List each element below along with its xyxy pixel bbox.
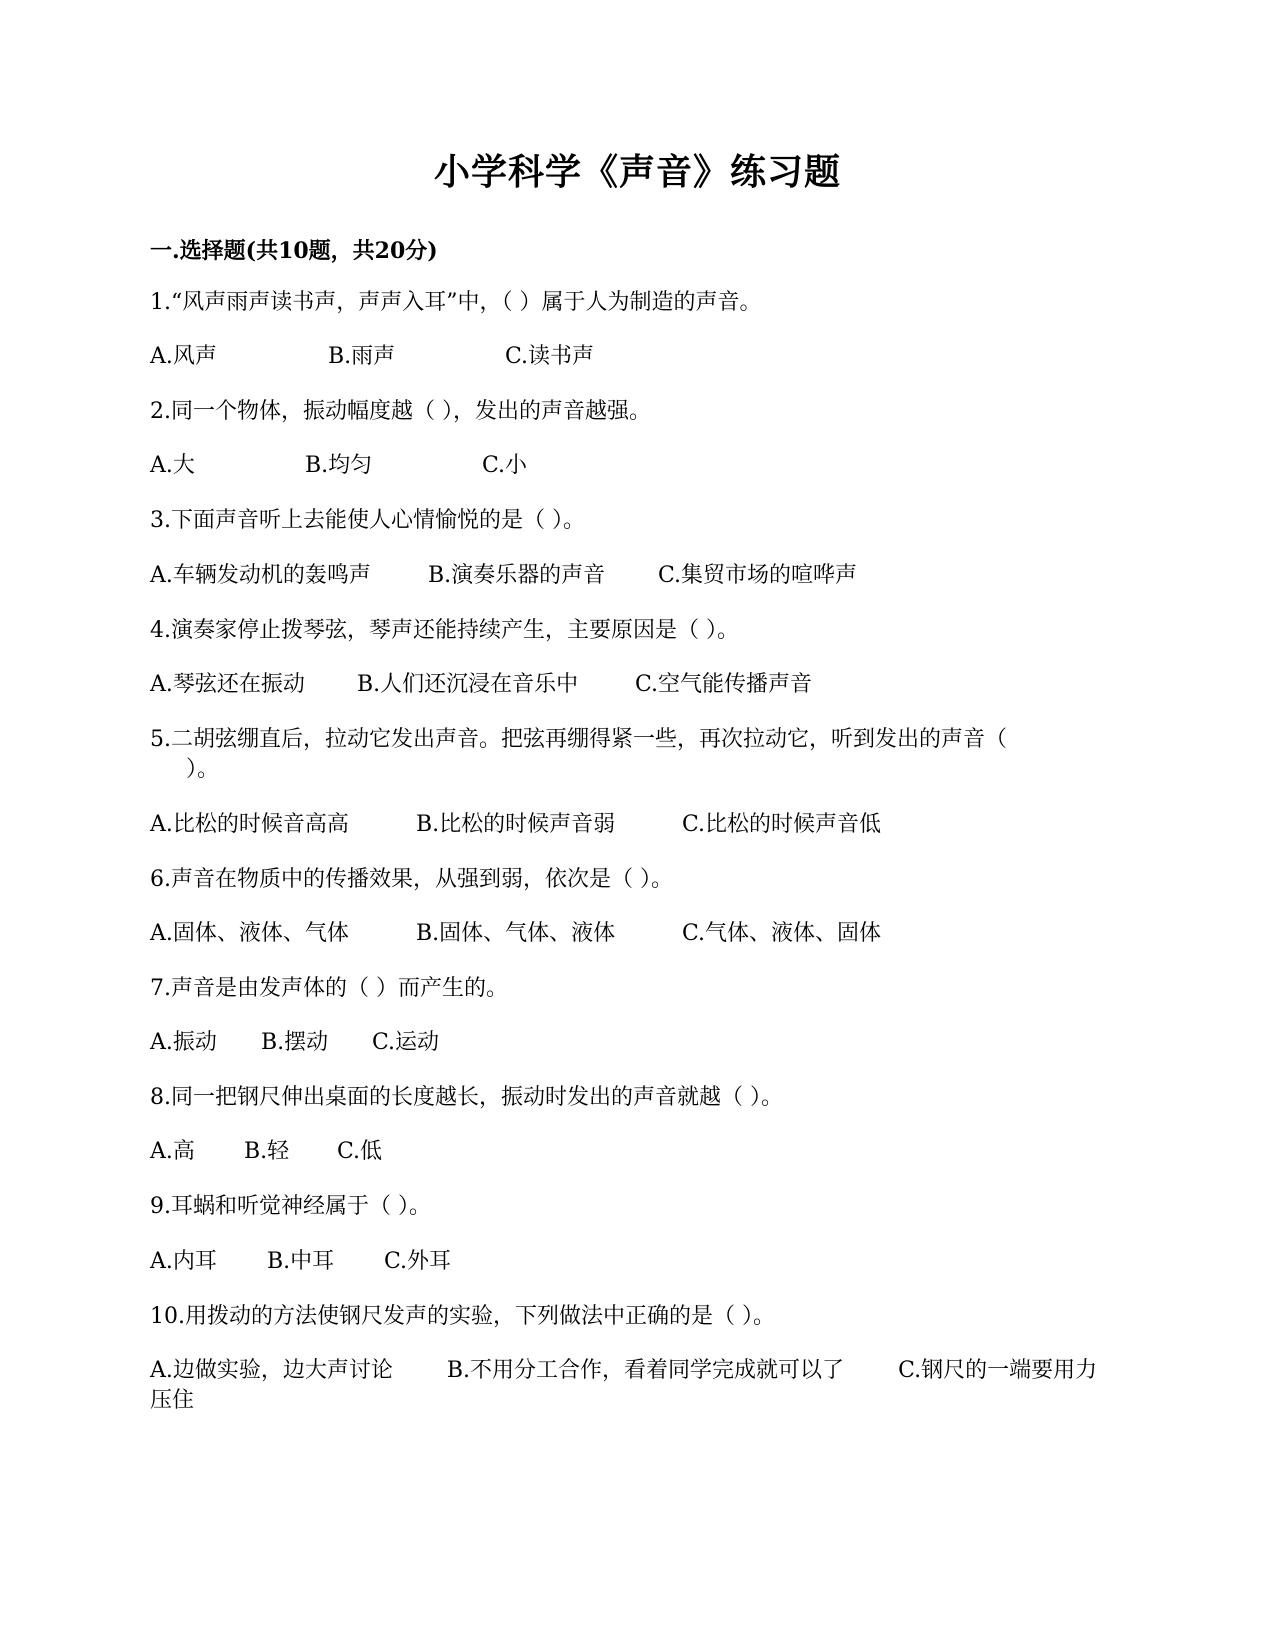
question-1-option-a[interactable]: A.风声 [150,344,217,369]
question-10-option-b[interactable]: B.不用分工合作，看着同学完成就可以了 [446,1358,845,1383]
question-2-option-c[interactable]: C.小 [482,453,528,478]
question-8-option-b[interactable]: B.轻 [244,1139,290,1164]
question-1-option-b[interactable]: B.雨声 [328,344,396,369]
question-8-option-c[interactable]: C.低 [337,1139,383,1164]
question-8-option-a[interactable]: A.高 [150,1139,195,1164]
question-3-option-b[interactable]: B.演奏乐器的声音 [428,563,606,588]
question-6-options [150,919,1130,949]
question-7-option-c[interactable]: C.运动 [372,1030,440,1055]
question-9-option-b[interactable]: B.中耳 [267,1249,335,1274]
question-5-stem-block [150,725,1110,785]
question-7-options [150,1028,1130,1058]
question-6-option-a[interactable]: A.固体、液体、气体 [150,921,349,946]
question-3-option-c[interactable]: C.集贸市场的喧哗声 [658,563,858,588]
question-5-options [150,810,1130,840]
question-6-option-b[interactable]: B.固体、气体、液体 [416,921,616,946]
worksheet-title: 小学科学《声音》练习题 [433,151,841,193]
question-3-option-a[interactable]: A.车辆发动机的轰鸣声 [150,563,371,588]
question-5-option-b[interactable]: B.比松的时候声音弱 [416,812,616,837]
question-3-options [150,561,1130,591]
question-5-option-a[interactable]: A.比松的时候音高高 [150,812,349,837]
question-1-stem: 1.“风声雨声读书声，声声入耳”中，（ ）属于人为制造的声音。 [150,290,762,315]
question-9-stem: 9.耳蜗和听觉神经属于（ ）。 [150,1194,431,1219]
question-4-stem: 4.演奏家停止拨琴弦，琴声还能持续产生，主要原因是（ ）。 [150,618,739,643]
question-2-option-a[interactable]: A.大 [150,453,195,478]
question-4-option-a[interactable]: A.琴弦还在振动 [150,672,305,697]
question-8-stem: 8.同一把钢尺伸出桌面的长度越长，振动时发出的声音就越（ ）。 [150,1085,783,1110]
question-7-stem: 7.声音是由发声体的（ ）而产生的。 [150,976,508,1001]
question-2-options [150,451,1130,481]
question-10-option-c[interactable]: C.钢尺的一端要用力压住 [150,1358,1098,1413]
question-4-option-b[interactable]: B.人们还沉浸在音乐中 [357,672,579,697]
question-9-option-a[interactable]: A.内耳 [150,1249,217,1274]
question-2-stem: 2.同一个物体，振动幅度越（ ），发出的声音越强。 [150,399,651,424]
question-2-option-b[interactable]: B.均匀 [305,453,373,478]
section-heading: 一.选择题(共10题，共20分) [150,238,438,264]
question-10-option-a[interactable]: A.边做实验，边大声讨论 [150,1358,393,1383]
question-1-options [150,342,1130,372]
question-8-options [150,1137,1130,1167]
question-7-option-a[interactable]: A.振动 [150,1030,217,1055]
question-9-options [150,1247,1130,1277]
question-10-stem: 10.用拨动的方法使钢尺发声的实验，下列做法中正确的是（ ）。 [150,1304,775,1329]
question-6-stem: 6.声音在物质中的传播效果，从强到弱，依次是（ ）。 [150,867,673,892]
question-5-stem-continuation: ）。 [186,757,220,782]
question-4-options [150,670,1130,700]
question-5-stem: 5.二胡弦绷直后，拉动它发出声音。把弦再绷得紧一些，再次拉动它，听到发出的声音（ [150,727,1007,752]
question-9-option-c[interactable]: C.外耳 [384,1249,452,1274]
question-1-option-c[interactable]: C.读书声 [505,344,595,369]
question-5-option-c[interactable]: C.比松的时候声音低 [682,812,882,837]
question-4-option-c[interactable]: C.空气能传播声音 [635,672,813,697]
question-7-option-b[interactable]: B.摆动 [261,1030,329,1055]
question-3-stem: 3.下面声音听上去能使人心情愉悦的是（ ）。 [150,508,585,533]
question-10-options [150,1356,1110,1416]
question-6-option-c[interactable]: C.气体、液体、固体 [682,921,882,946]
